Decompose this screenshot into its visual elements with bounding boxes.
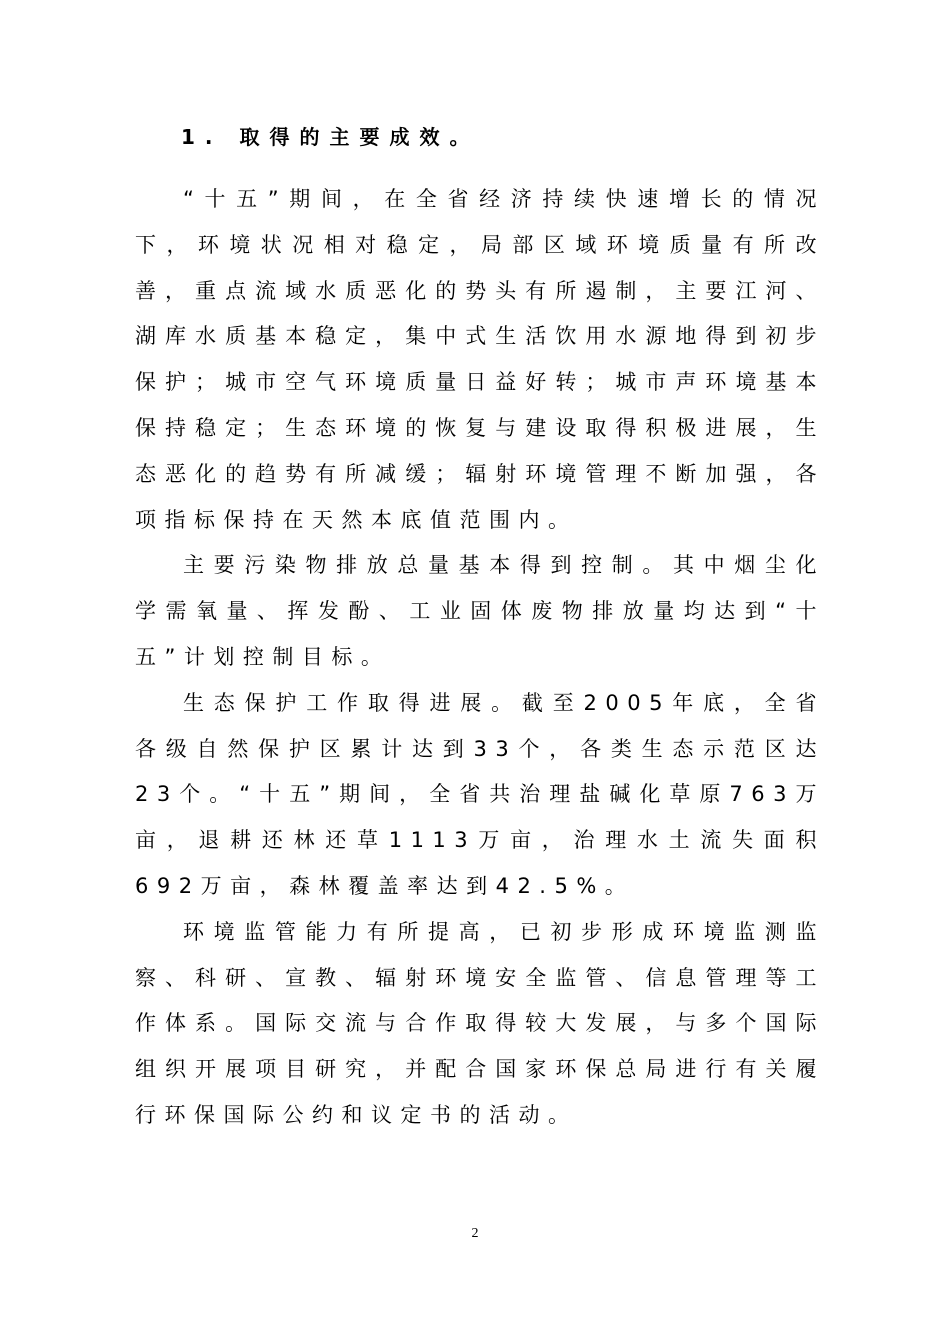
section-heading: 1. 取得的主要成效。 xyxy=(181,125,480,149)
paragraph-overview: “十五”期间，在全省经济持续快速增长的情况下，环境状况相对稳定，局部区域环境质量有所改善，重点流域水质恶化的势头有所遏制，主要江河、湖库水质基本稳定，集中式生活饮用水源地得到初步保护；城市空气环境质量日益好转；城市声环境基本保持稳定；生态环境的恢复与建设取得积极进展，生态恶化的趋势有所减缓；辐射环境管理不断加强，各项指标保持在天然本底值范围内。 xyxy=(135,187,825,532)
paragraph-supervision-capacity: 环境监管能力有所提高，已初步形成环境监测监察、科研、宣教、辐射环境安全监管、信息管理等工作体系。国际交流与合作取得较大发展，与多个国际组织开展项目研究，并配合国家环保总局进行有关履行环保国际公约和议定书的活动。 xyxy=(135,919,825,1127)
page-number: 2 xyxy=(471,1226,479,1241)
document-body xyxy=(135,117,825,1139)
paragraph-ecological-protection: 生态保护工作取得进展。截至2005年底，全省各级自然保护区累计达到33个，各类生态示范区达23个。“十五”期间，全省共治理盐碱化草原763万亩，退耕还林还草1113万亩，治理水土流失面积692万亩，森林覆盖率达到42.5%。 xyxy=(135,690,825,898)
paragraph-pollution-control: 主要污染物排放总量基本得到控制。其中烟尘化学需氧量、挥发酚、工业固体废物排放量均达到“十五”计划控制目标。 xyxy=(135,553,825,669)
